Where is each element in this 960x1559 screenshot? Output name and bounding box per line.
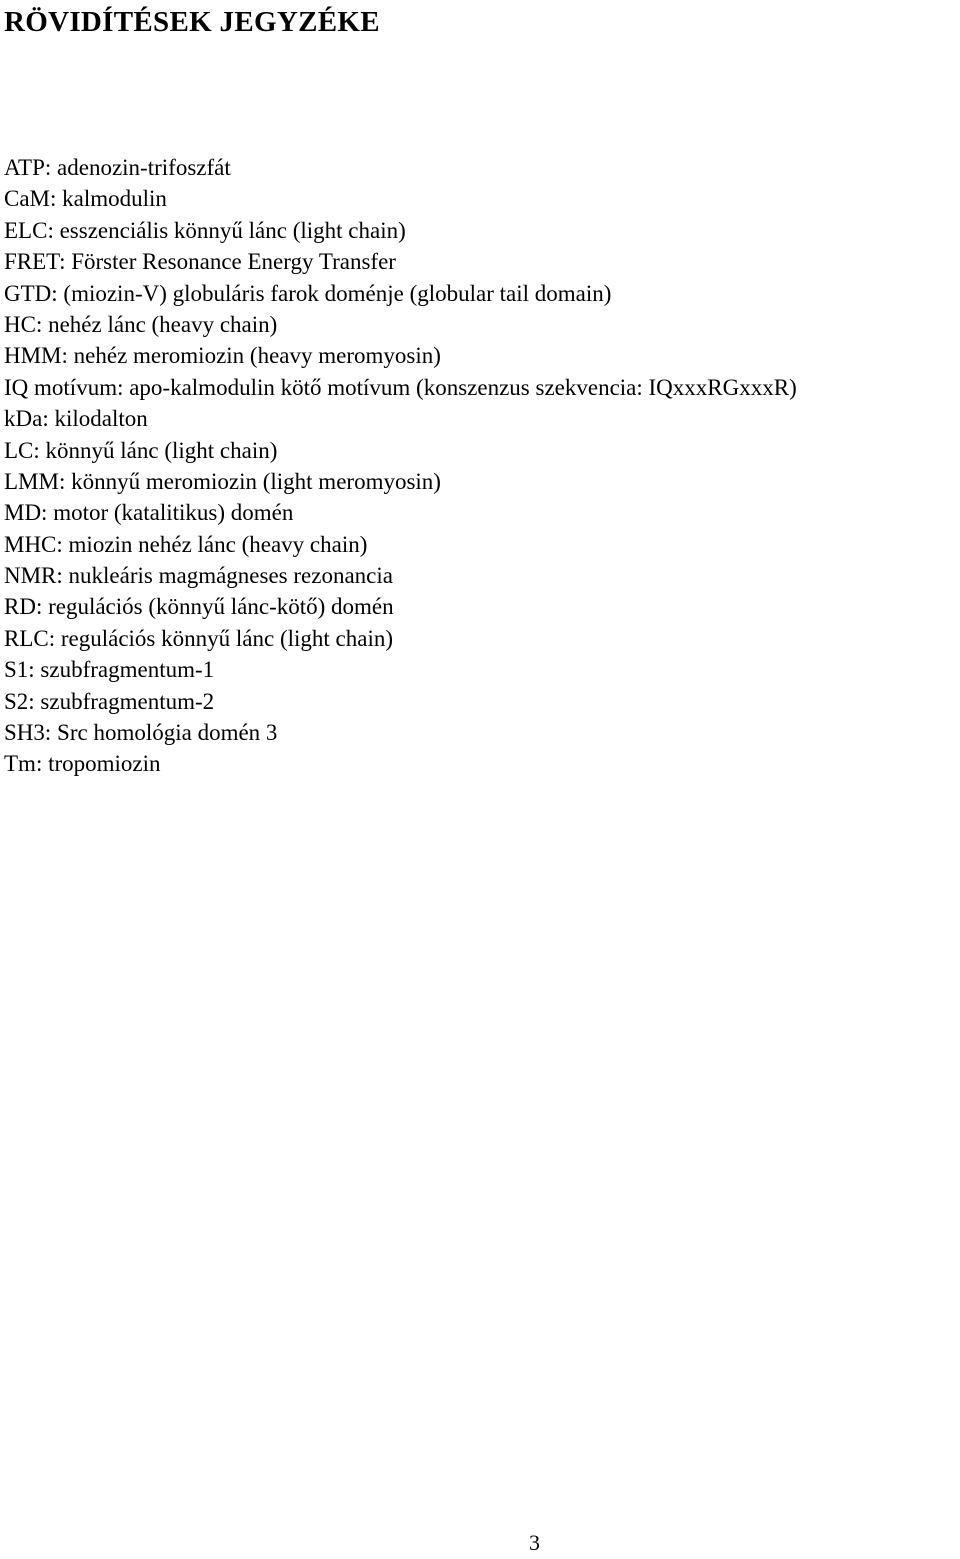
list-item: S2: szubfragmentum-2 <box>4 688 215 714</box>
list-item: kDa: kilodalton <box>4 406 148 432</box>
list-item: MHC: miozin nehéz lánc (heavy chain) <box>4 531 368 557</box>
list-item: FRET: Förster Resonance Energy Transfer <box>4 249 396 275</box>
list-item: LC: könnyű lánc (light chain) <box>4 437 278 463</box>
list-item: ELC: esszenciális könnyű lánc (light chain) <box>4 217 406 243</box>
list-item: S1: szubfragmentum-1 <box>4 657 215 683</box>
list-item: RLC: regulációs könnyű lánc (light chain) <box>4 625 393 651</box>
list-item: RD: regulációs (könnyű lánc-kötő) domén <box>4 594 394 620</box>
list-item: IQ motívum: apo-kalmodulin kötő motívum (konszenzus szekvencia: IQxxxRGxxxR) <box>4 374 797 400</box>
list-item: HMM: nehéz meromiozin (heavy meromyosin) <box>4 343 441 369</box>
page-title: RÖVIDÍTÉSEK JEGYZÉKE <box>4 6 380 38</box>
list-item: Tm: tropomiozin <box>4 751 161 777</box>
list-item: MD: motor (katalitikus) domén <box>4 500 294 526</box>
list-item: ATP: adenozin-trifoszfát <box>4 155 231 180</box>
abbreviation-list <box>4 152 797 780</box>
list-item: HC: nehéz lánc (heavy chain) <box>4 311 278 337</box>
list-item: SH3: Src homológia domén 3 <box>4 720 278 746</box>
list-item: LMM: könnyű meromiozin (light meromyosin) <box>4 468 441 494</box>
list-item: GTD: (miozin-V) globuláris farok doménje (globular tail domain) <box>4 280 612 306</box>
page-number: 3 <box>529 1530 540 1555</box>
list-item: CaM: kalmodulin <box>4 186 167 212</box>
list-item: NMR: nukleáris magmágneses rezonancia <box>4 563 393 589</box>
